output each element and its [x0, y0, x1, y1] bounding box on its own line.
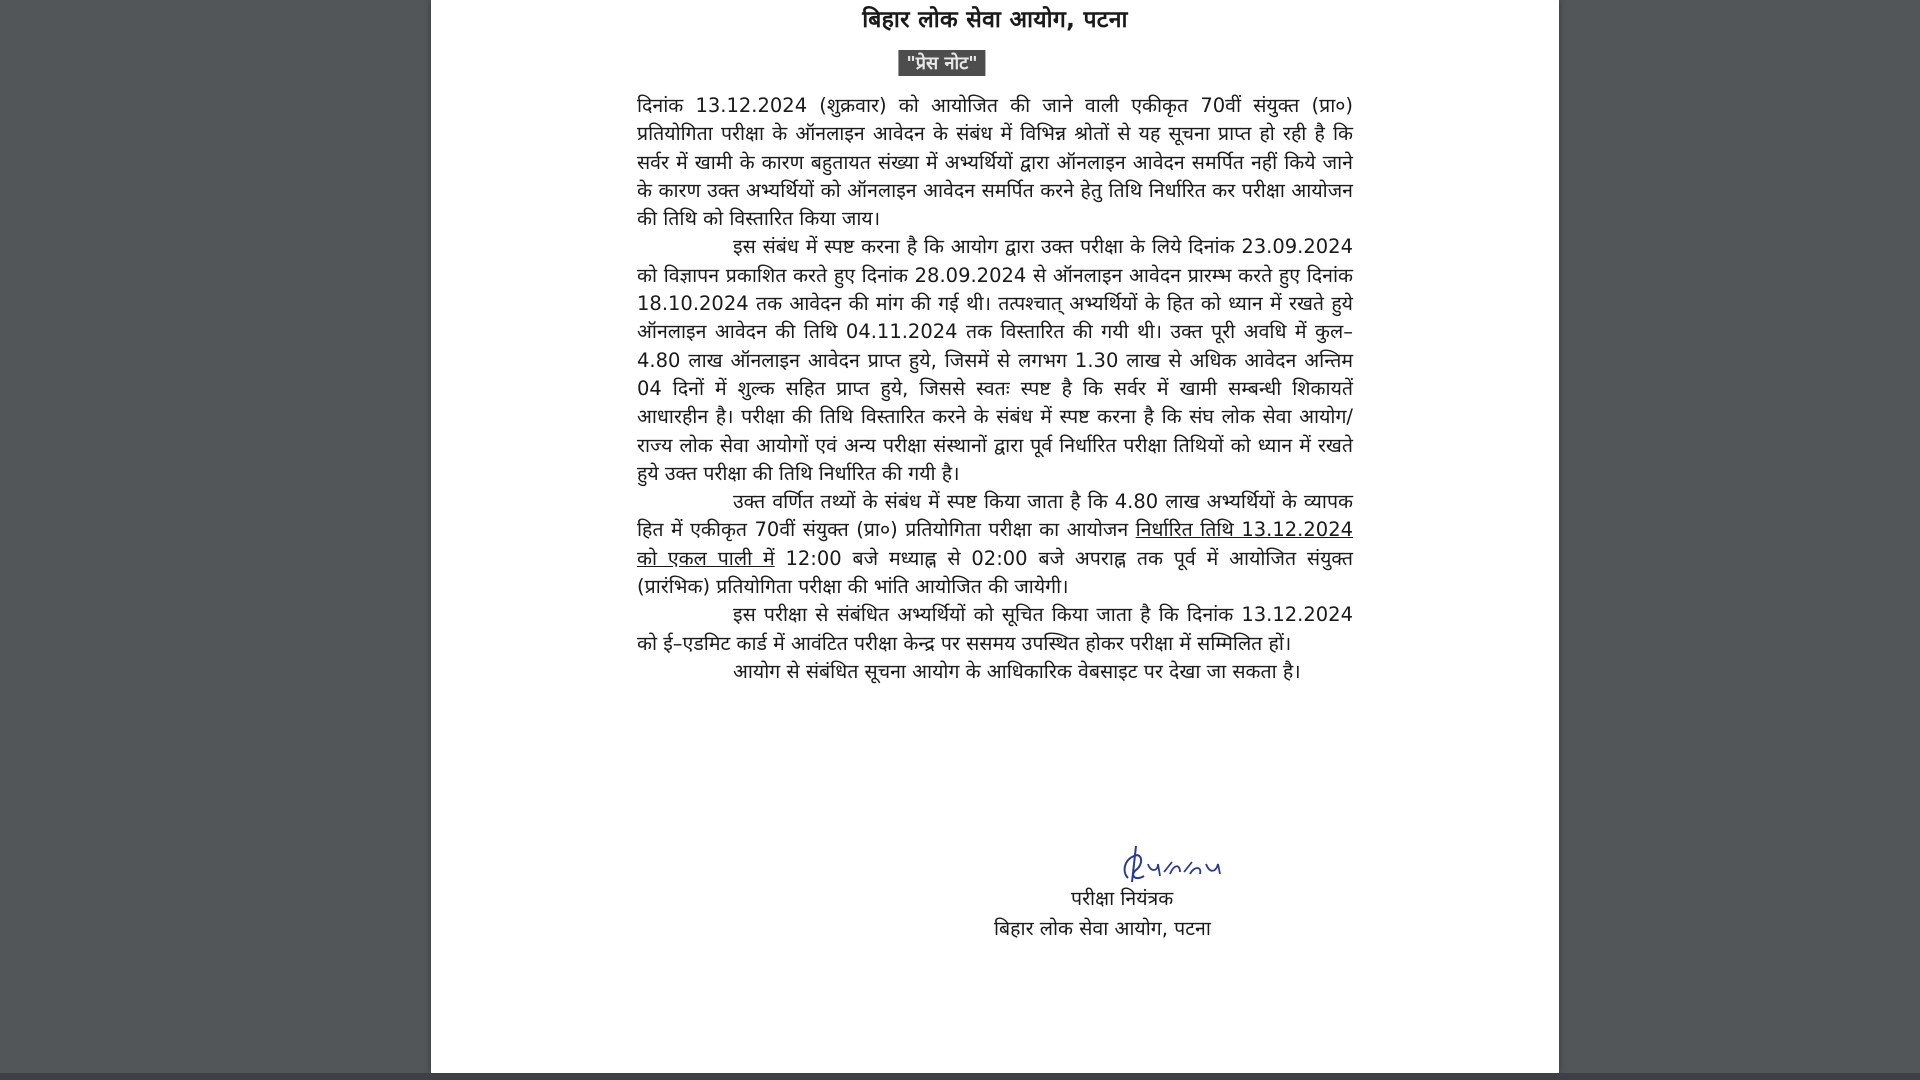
press-note-body: [637, 92, 1353, 686]
paragraph-3: [637, 488, 1353, 601]
document-heading: बिहार लोक सेवा आयोग, पटना: [862, 7, 1128, 33]
handwritten-signature: [1114, 842, 1234, 888]
signatory-title: परीक्षा नियंत्रक: [1071, 887, 1174, 910]
paragraph-3-end: 12:00 बजे मध्याह्न से 02:00 बजे अपराह्न तक पूर्व में आयोजित संयुक्त (प्रारंभिक) प्रतियोगिता परीक्षा की भांति आयोजित की जायेगी।: [637, 546, 1353, 599]
paragraph-5: आयोग से संबंधित सूचना आयोग के आधिकारिक वेबसाइट पर देखा जा सकता है।: [733, 659, 1301, 683]
document-page: [431, 0, 1559, 1073]
paragraph-3-underlined: निर्धारित तिथि 13.12.2024 को एकल पाली में: [637, 518, 1354, 570]
paragraph-4: इस परीक्षा से संबंधित अभ्यर्थियों को सूचित किया जाता है कि दिनांक 13.12.2024 को ई–एडमिट कार्ड में आवंटित परीक्षा केन्द्र पर ससमय उपस्थित होकर परीक्षा में सम्मिलित हों।: [637, 603, 1353, 655]
signatory-organization: बिहार लोक सेवा आयोग, पटना: [994, 917, 1211, 940]
press-note-text: "प्रेस नोट": [906, 53, 978, 74]
press-note-label: [898, 50, 985, 76]
paragraph-1: दिनांक 13.12.2024 (शुक्रवार) को आयोजित की जाने वाली एकीकृत 70वीं संयुक्त (प्रा०) प्रतियोगिता परीक्षा के ऑनलाइन आवेदन के संबंध में विभिन्न श्रोतों से यह सूचना प्राप्त हो रही है कि सर्वर में खामी के कारण बहुतायत संख्या में अभ्यर्थियों द्वारा ऑनलाइन आवेदन समर्पित नहीं किये जाने के कारण उक्त अभ्यर्थियों को ऑनलाइन आवेदन समर्पित करने हेतु तिथि निर्धारित कर परीक्षा आयोजन की तिथि को विस्तारित किया जाय।: [637, 94, 1353, 231]
paragraph-3-start: उक्त वर्णित तथ्यों के संबंध में स्पष्ट किया जाता है कि 4.80 लाख अभ्यर्थियों के व्यापक हित में एकीकृत 70वीं संयुक्त (प्रा०) प्रतियोगिता परीक्षा का आयोजन: [637, 490, 1353, 542]
paragraph-2: इस संबंध में स्पष्ट करना है कि आयोग द्वारा उक्त परीक्षा के लिये दिनांक 23.09.2024 को विज्ञापन प्रकाशित करते हुए दिनांक 28.09.2024 से ऑनलाइन आवेदन प्रारम्भ करते हुए दिनांक 18.10.2024 तक आवेदन की मांग की गई थी। तत्पश्चात् अभ्यर्थियों के हित को ध्यान में रखते हुये ऑनलाइन आवेदन की तिथि 04.11.2024 तक विस्तारित की गयी थी। उक्त पूरी अवधि में कुल– 4.80 लाख ऑनलाइन आवेदन प्राप्त हुये, जिसमें से लगभग 1.30 लाख से अधिक आवेदन अन्तिम 04 दिनों में शुल्क सहित प्राप्त हुये, जिससे स्वतः स्पष्ट है कि सर्वर में खामी सम्बन्धी शिकायतें आधारहीन है। परीक्षा की तिथि विस्तारित करने के संबंध में स्पष्ट करना है कि संघ लोक सेवा आयोग/राज्य लोक सेवा आयोगों एवं अन्य परीक्षा संस्थानों द्वारा पूर्व निर्धारित परीक्षा तिथियों को ध्यान में रखते हुये उक्त परीक्षा की तिथि निर्धारित की गयी है।: [637, 235, 1353, 485]
viewer-bottom-bar: [0, 1073, 1920, 1080]
